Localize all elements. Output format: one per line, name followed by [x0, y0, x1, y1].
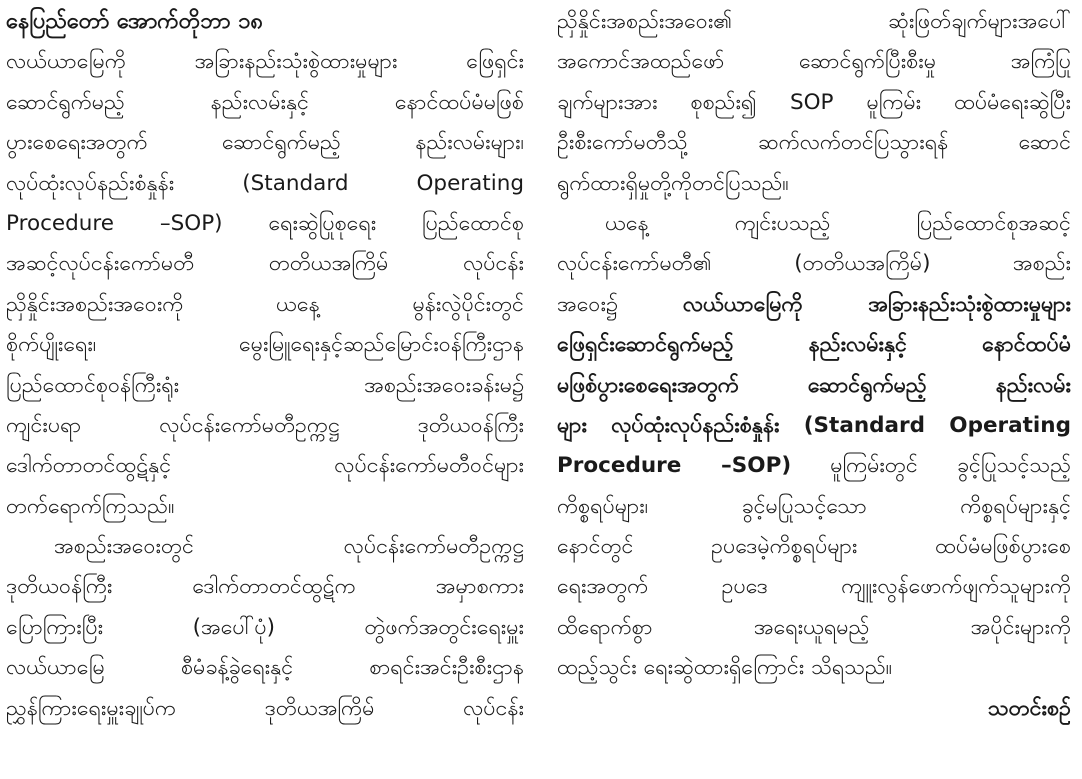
paragraph-end-line: တက်ရောက်ကြသည်။	[6, 493, 175, 519]
bold-line: မဖြစ်ပွားစေရေးအတွက် ဆောင်ရွက်မည့် နည်းလမ်း	[557, 372, 1071, 398]
body-line: စိုက်ပျိုးရေး၊ မွေးမြူရေးနှင့်ဆည်မြောင်းဝန်ကြီးဌာန	[6, 332, 524, 358]
body-line: နောင်တွင် ဥပဒေမဲ့ကိစ္စရပ်များ ထပ်မံမဖြစ်ပွားစေ	[557, 534, 1071, 560]
body-line: ညှိနှိုင်းအစည်းအဝေး၏ ဆုံးဖြတ်ချက်များအပေါ်	[557, 9, 1071, 34]
bold-text: Procedure –SOP)	[557, 453, 792, 479]
body-line: ကိစ္စရပ်များ၊ ခွင့်မပြုသင့်သော ကိစ္စရပ်များနှင့်	[557, 493, 1071, 519]
body-line: လုပ်ငန်းကော်မတီ၏ (တတိယအကြိမ်) အစည်း	[557, 251, 1071, 277]
byline-signature: သတင်းစဉ်	[987, 695, 1071, 721]
dateline: နေပြည်တော် အောက်တိုဘာ ၁၈	[6, 9, 264, 34]
body-line: လယ်ယာမြေ စီမံခန့်ခွဲရေးနှင့် စာရင်းအင်းဦးစီးဌာန	[6, 655, 524, 681]
right-column	[557, 2, 1071, 729]
paragraph-start-line: ယနေ့ ကျင်းပသည့် ပြည်ထောင်စုအဆင့်	[605, 210, 1071, 236]
paragraph-end-line: ထည့်သွင်း ရေးဆွဲထားရှိကြောင်း သိရသည်။	[557, 655, 893, 681]
paragraph-start-line: အစည်းအဝေးတွင် လုပ်ငန်းကော်မတီဥက္ကဋ္ဌ	[54, 534, 524, 560]
body-line: ဒေါက်တာတင်ထွဋ်နှင့် လုပ်ငန်းကော်မတီဝင်များ	[6, 453, 524, 479]
plain-text: မူကြမ်းတွင် ခွင့်ပြုသင့်သည့်	[791, 453, 1071, 479]
body-line: ညွှန်ကြားရေးမှူးချုပ်က ဒုတိယအကြိမ် လုပ်ငန်း	[6, 695, 524, 721]
paragraph-end-line: ရွက်ထားရှိမှုတို့ကိုတင်ပြသည်။	[557, 170, 789, 196]
body-line: Procedure –SOP) ရေးဆွဲပြုစုရေး ပြည်ထောင်စု	[6, 210, 524, 236]
body-line: ညှိနှိုင်းအစည်းအဝေးကို ယနေ့ မွန်းလွဲပိုင်းတွင်	[6, 291, 524, 317]
body-line: ပြောကြားပြီး (အပေါ်ပုံ) တွဲဖက်အတွင်းရေးမှူး	[6, 614, 524, 640]
body-line: ဆောင်ရွက်မည့် နည်းလမ်းနှင့် နောင်ထပ်မံမဖြစ်	[6, 89, 524, 115]
body-line: လုပ်ထုံးလုပ်နည်းစံနှုန်း (Standard Operating	[6, 170, 524, 196]
body-line: ပြည်ထောင်စုဝန်ကြီးရုံး အစည်းအဝေးခန်းမ၌	[6, 372, 524, 398]
body-line: အကောင်အထည်ဖော် ဆောင်ရွက်ပြီးစီးမှု အကြံပြု	[557, 49, 1071, 75]
body-line: ကျင်းပရာ လုပ်ငန်းကော်မတီဥက္ကဋ္ဌ ဒုတိယဝန်ကြီး	[6, 412, 524, 438]
body-line: ရေးအတွက် ဥပဒေ ကျူးလွန်ဖောက်ဖျက်သူများကို	[557, 574, 1071, 600]
bold-line: များ လုပ်ထုံးလုပ်နည်းစံနှုန်း (Standard Operating	[557, 412, 1071, 438]
body-line-mixed	[557, 285, 1071, 325]
body-line: ထိရောက်စွာ အရေးယူရမည့် အပိုင်းများကို	[557, 614, 1071, 640]
body-line: ဒုတိယဝန်ကြီး ဒေါက်တာတင်ထွဋ်က အမှာစကား	[6, 574, 524, 600]
body-line-mixed	[557, 446, 1071, 486]
left-column	[6, 2, 524, 729]
body-line: ပွားစေရေးအတွက် ဆောင်ရွက်မည့် နည်းလမ်းများ၊	[6, 130, 524, 156]
body-line: လယ်ယာမြေကို အခြားနည်းသုံးစွဲထားမှုများ ဖြေရှင်း	[6, 49, 524, 75]
body-line: အဆင့်လုပ်ငန်းကော်မတီ တတိယအကြိမ် လုပ်ငန်း	[6, 251, 524, 277]
body-line: ဦးစီးကော်မတီသို့ ဆက်လက်တင်ပြသွားရန် ဆောင်	[557, 130, 1071, 156]
bold-text: လယ်ယာမြေကို အခြားနည်းသုံးစွဲထားမှုများ	[682, 291, 1071, 317]
bold-line: ဖြေရှင်းဆောင်ရွက်မည့် နည်းလမ်းနှင့် နောင်ထပ်မံ	[557, 332, 1071, 358]
plain-text: အဝေး၌	[557, 291, 683, 317]
body-line: ချက်များအား စုစည်း၍ SOP မူကြမ်း ထပ်မံရေးဆွဲပြီး	[557, 89, 1071, 115]
